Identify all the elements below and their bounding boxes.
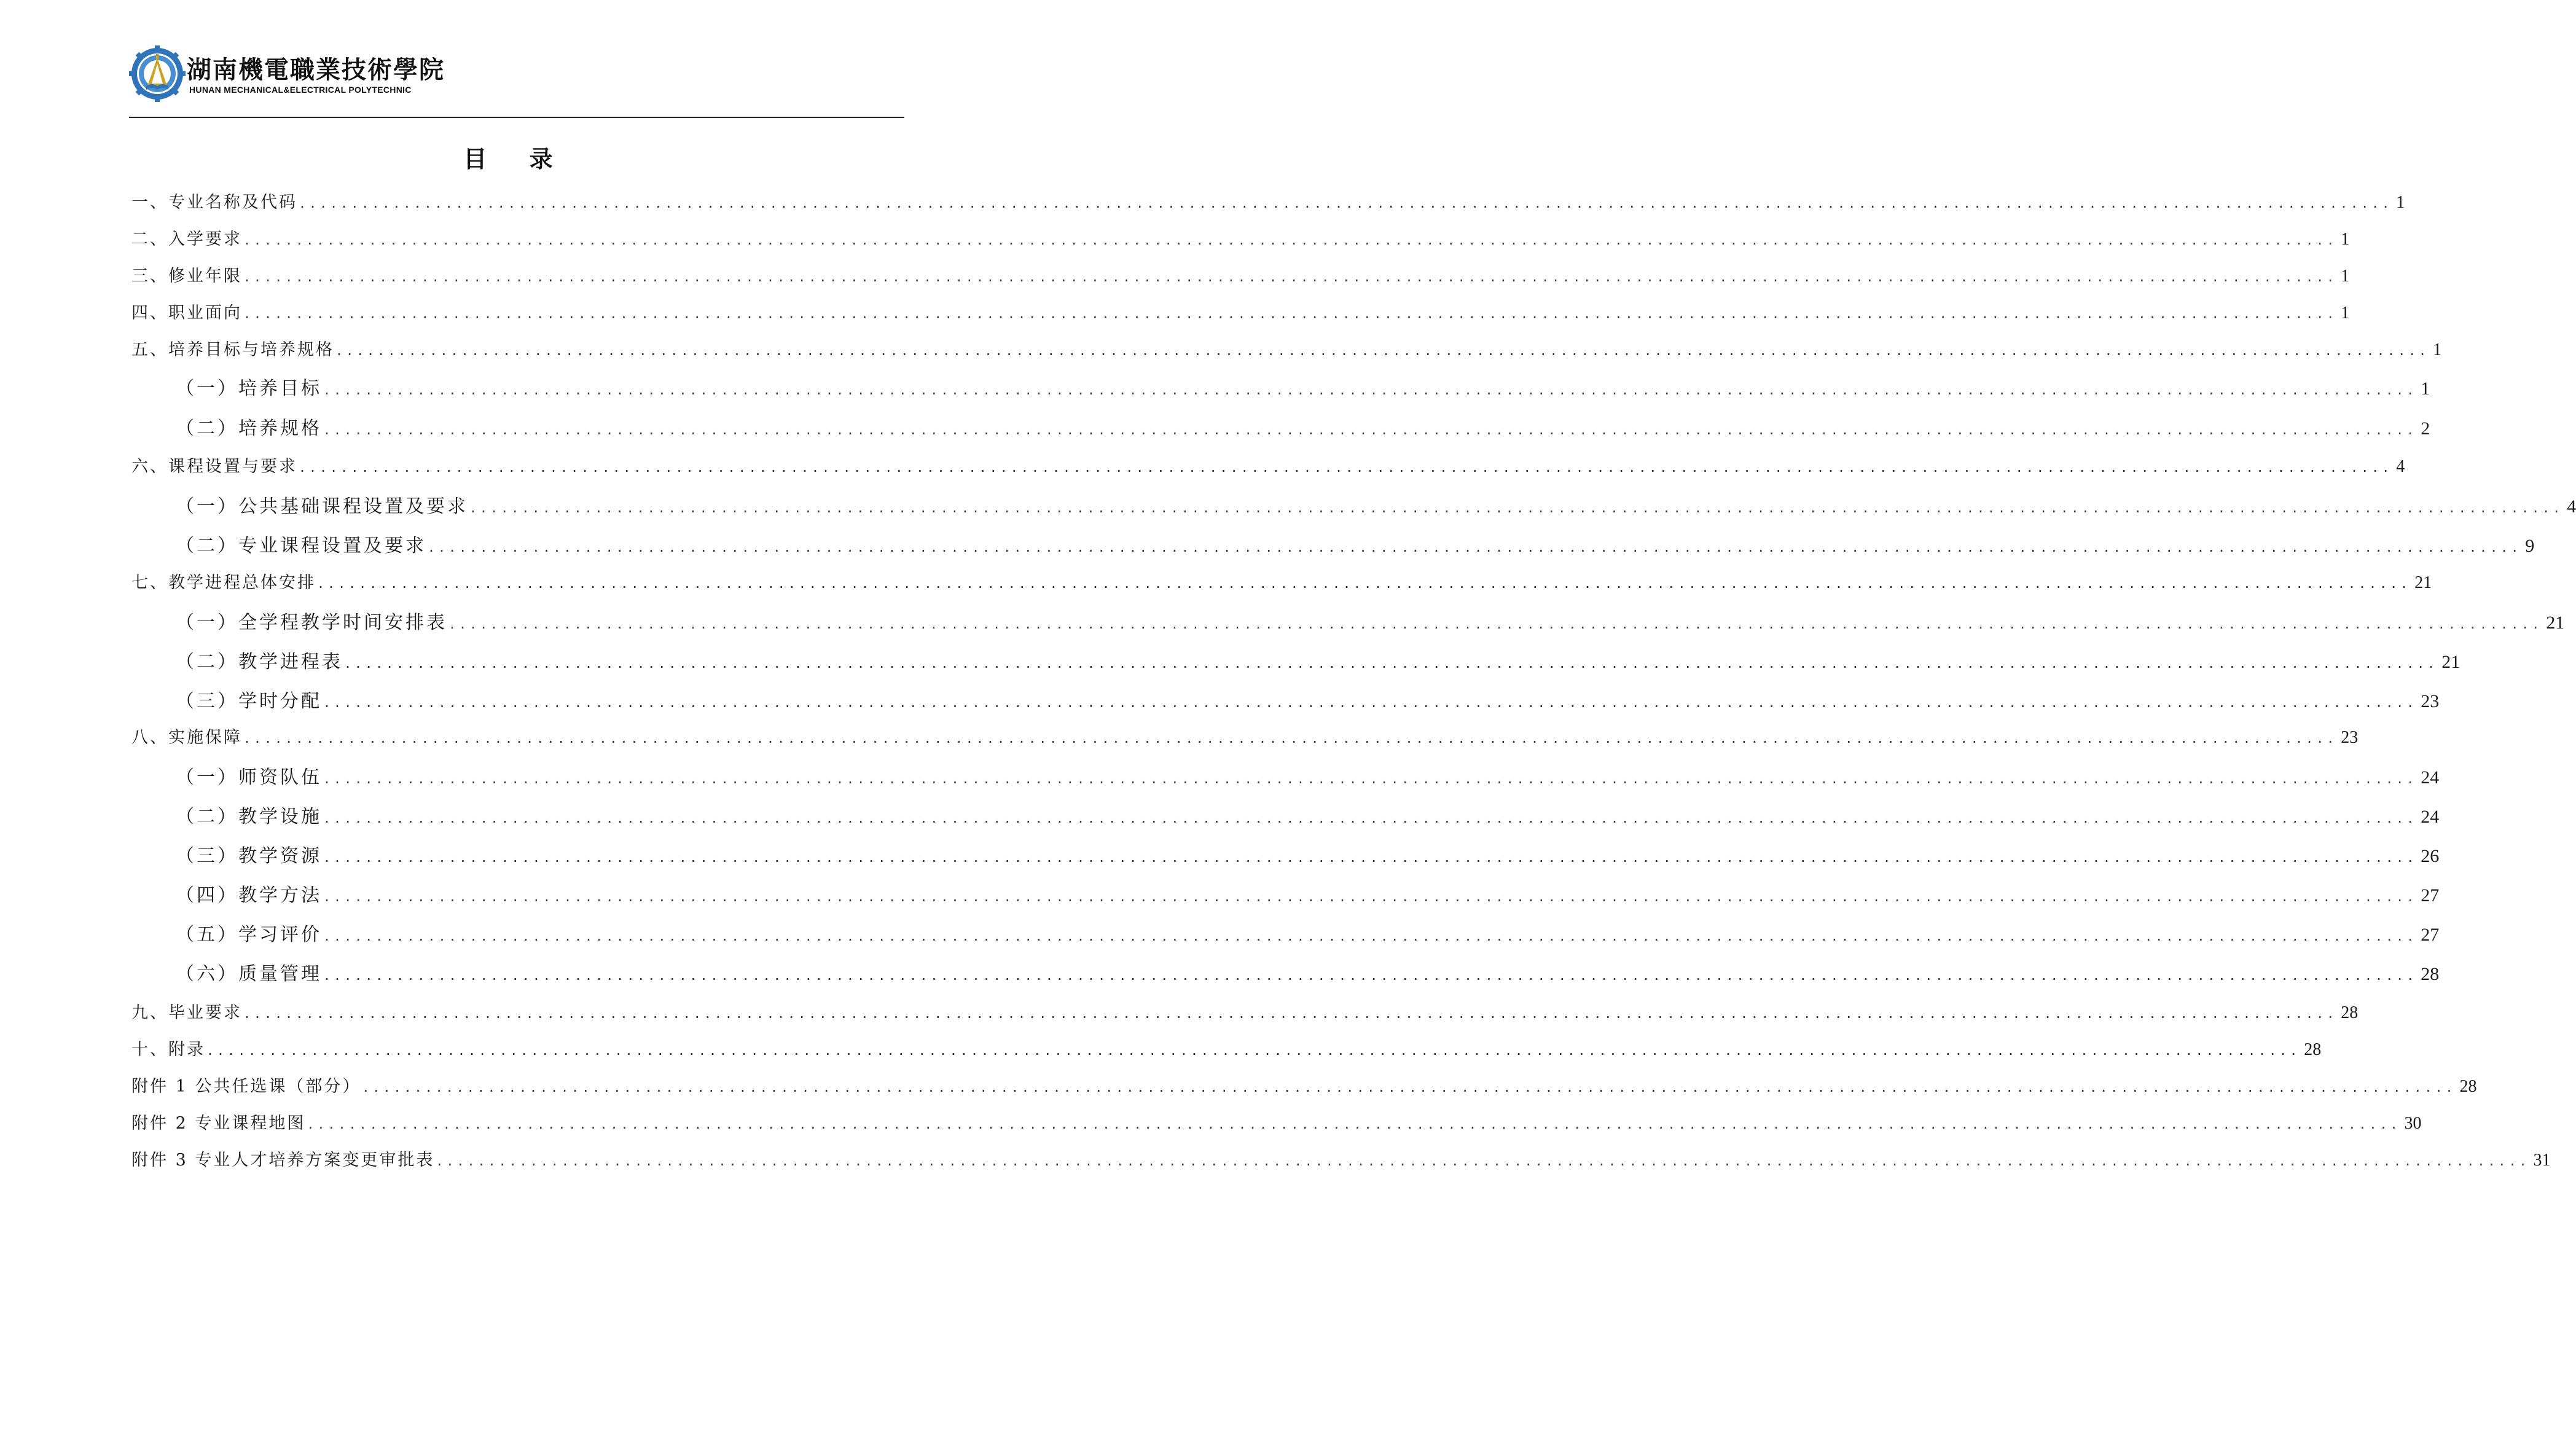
toc-entry-label: 九、毕业要求 bbox=[131, 1003, 242, 1022]
toc-entry-label: 十、附录 bbox=[131, 1040, 205, 1059]
toc-entry-label: （一）师资队伍 bbox=[176, 767, 322, 788]
toc-entry-page: 23 bbox=[2341, 728, 2359, 747]
toc-entry[interactable] bbox=[176, 919, 2440, 946]
toc-entry-label: （二）教学设施 bbox=[176, 806, 322, 828]
toc-entry-page: 4 bbox=[2567, 496, 2576, 517]
toc-entry[interactable] bbox=[176, 686, 2440, 713]
toc-entry-page: 26 bbox=[2421, 846, 2440, 866]
toc-dot-leader: ........................................................................................................................................................................................................ bbox=[243, 270, 2338, 284]
toc-entry-page: 28 bbox=[2304, 1040, 2322, 1059]
school-name-cn: 湖南機電職業技術學院 bbox=[187, 55, 445, 84]
toc-entry[interactable] bbox=[176, 880, 2440, 907]
toc-entry-page: 1 bbox=[2341, 230, 2350, 249]
toc-dot-leader: ........................................................................................................................................................................................................ bbox=[323, 383, 2417, 397]
toc-entry-page: 21 bbox=[2546, 613, 2565, 633]
toc-entry[interactable] bbox=[176, 801, 2440, 828]
toc-entry-page: 1 bbox=[2396, 193, 2405, 212]
toc-entry[interactable] bbox=[176, 607, 2565, 634]
toc-dot-leader: ........................................................................................................................................................................................................ bbox=[299, 196, 2393, 211]
toc-entry-label: 八、实施保障 bbox=[131, 728, 242, 747]
toc-entry-page: 31 bbox=[2533, 1151, 2551, 1170]
toc-entry-label: 附件 2 专业课程地图 bbox=[131, 1114, 306, 1133]
toc-entry-page: 1 bbox=[2341, 303, 2350, 323]
toc-entry[interactable] bbox=[131, 1036, 2322, 1060]
toc-dot-leader: ........................................................................................................................................................................................................ bbox=[323, 811, 2417, 826]
toc-dot-leader: ........................................................................................................................................................................................................ bbox=[243, 307, 2338, 321]
toc-entry-label: （二）培养规格 bbox=[176, 418, 322, 439]
toc-dot-leader: ........................................................................................................................................................................................................ bbox=[436, 1154, 2530, 1169]
toc-entry-label: （二）专业课程设置及要求 bbox=[176, 535, 426, 557]
toc-entry-label: （三）学时分配 bbox=[176, 691, 322, 712]
toc-entry-page: 23 bbox=[2421, 691, 2440, 711]
toc-entry-page: 1 bbox=[2433, 340, 2442, 359]
toc-entry-page: 27 bbox=[2421, 885, 2440, 906]
toc-dot-leader: ........................................................................................................................................................................................................ bbox=[299, 460, 2393, 475]
toc-entry-page: 28 bbox=[2459, 1077, 2477, 1096]
toc-dot-leader: ........................................................................................................................................................................................................ bbox=[317, 576, 2411, 591]
toc-entry-label: （一）全学程教学时间安排表 bbox=[176, 612, 447, 633]
toc-dot-leader: ........................................................................................................................................................................................................ bbox=[323, 929, 2417, 944]
toc-entry[interactable] bbox=[176, 840, 2440, 867]
toc-entry[interactable] bbox=[131, 724, 2359, 748]
toc-dot-leader: ........................................................................................................................................................................................................ bbox=[206, 1043, 2301, 1058]
toc-entry-page: 28 bbox=[2421, 964, 2440, 984]
toc-entry-page: 4 bbox=[2396, 457, 2405, 476]
toc-entry-label: 附件 3 专业人才培养方案变更审批表 bbox=[131, 1151, 435, 1170]
toc-entry[interactable] bbox=[176, 530, 2535, 557]
school-name-en: HUNAN MECHANICAL&ELECTRICAL POLYTECHNIC bbox=[189, 85, 412, 95]
toc-dot-leader: ........................................................................................................................................................................................................ bbox=[323, 850, 2417, 865]
toc-entry-page: 1 bbox=[2341, 267, 2350, 286]
toc-entry[interactable] bbox=[176, 373, 2430, 400]
toc-dot-leader: ........................................................................................................................................................................................................ bbox=[362, 1080, 2456, 1095]
toc-entry-page: 1 bbox=[2421, 378, 2430, 399]
toc-entry-page: 28 bbox=[2341, 1003, 2359, 1022]
toc-entry[interactable] bbox=[131, 262, 2350, 286]
toc-entry-page: 9 bbox=[2525, 536, 2535, 556]
toc-entry-page: 24 bbox=[2421, 807, 2440, 827]
toc-dot-leader: ........................................................................................................................................................................................................ bbox=[428, 540, 2522, 555]
toc-entry[interactable] bbox=[131, 1146, 2551, 1170]
toc-entry[interactable] bbox=[131, 1110, 2422, 1134]
toc-entry[interactable] bbox=[131, 225, 2350, 249]
toc-entry[interactable] bbox=[131, 299, 2350, 323]
toc-entry-page: 21 bbox=[2414, 573, 2432, 592]
toc-entry-label: 三、修业年限 bbox=[131, 267, 242, 286]
toc-dot-leader: ........................................................................................................................................................................................................ bbox=[243, 233, 2338, 248]
toc-entry-page: 2 bbox=[2421, 418, 2430, 439]
toc-entry[interactable] bbox=[131, 336, 2442, 360]
toc-entry[interactable] bbox=[131, 999, 2359, 1023]
toc-entry-label: （三）教学资源 bbox=[176, 845, 322, 867]
toc-dot-leader: ........................................................................................................................................................................................................ bbox=[243, 731, 2338, 746]
toc-dot-leader: ........................................................................................................................................................................................................ bbox=[323, 423, 2417, 437]
toc-dot-leader: ........................................................................................................................................................................................................ bbox=[323, 968, 2417, 983]
toc-entry-page: 27 bbox=[2421, 925, 2440, 945]
toc-dot-leader: ........................................................................................................................................................................................................ bbox=[243, 1006, 2338, 1021]
toc-entry[interactable] bbox=[176, 646, 2461, 673]
toc-entry-page: 24 bbox=[2421, 767, 2440, 788]
toc-dot-leader: ........................................................................................................................................................................................................ bbox=[335, 343, 2430, 358]
toc-dot-leader: ........................................................................................................................................................................................................ bbox=[344, 656, 2438, 671]
toc-dot-leader: ........................................................................................................................................................................................................ bbox=[448, 617, 2543, 632]
toc-dot-leader: ........................................................................................................................................................................................................ bbox=[323, 772, 2417, 786]
toc-entry[interactable] bbox=[131, 453, 2405, 477]
toc-dot-leader: ........................................................................................................................................................................................................ bbox=[469, 501, 2564, 515]
toc-entry[interactable] bbox=[176, 958, 2440, 985]
toc-dot-leader: ........................................................................................................................................................................................................ bbox=[323, 890, 2417, 904]
toc-entry-label: （五）学习评价 bbox=[176, 924, 322, 946]
toc-entry-label: 二、入学要求 bbox=[131, 230, 242, 249]
toc-entry[interactable] bbox=[131, 189, 2405, 213]
toc-entry-label: （一）培养目标 bbox=[176, 378, 322, 399]
toc-dot-leader: ........................................................................................................................................................................................................ bbox=[323, 695, 2417, 710]
toc-entry-label: 一、专业名称及代码 bbox=[131, 193, 297, 212]
toc-entry-page: 30 bbox=[2404, 1114, 2422, 1133]
toc-entry[interactable] bbox=[131, 569, 2432, 593]
toc-dot-leader: ........................................................................................................................................................................................................ bbox=[307, 1117, 2401, 1132]
toc-entry-label: （二）教学进程表 bbox=[176, 651, 343, 673]
toc-title: 目 录 bbox=[463, 146, 570, 173]
toc-entry-label: （一）公共基础课程设置及要求 bbox=[176, 496, 468, 517]
toc-entry-label: 五、培养目标与培养规格 bbox=[131, 340, 334, 359]
toc-entry-label: 四、职业面向 bbox=[131, 303, 242, 323]
toc-entry-label: （六）质量管理 bbox=[176, 963, 322, 985]
toc-entry-label: 七、教学进程总体安排 bbox=[131, 573, 316, 592]
toc-entry[interactable] bbox=[131, 1073, 2477, 1097]
toc-entry-label: （四）教学方法 bbox=[176, 885, 322, 906]
toc-entry-label: 六、课程设置与要求 bbox=[131, 457, 297, 476]
toc-entry-page: 21 bbox=[2441, 652, 2461, 672]
toc-entry[interactable] bbox=[176, 762, 2440, 789]
toc-entry-label: 附件 1 公共任选课（部分） bbox=[131, 1077, 361, 1096]
toc-entry[interactable] bbox=[176, 413, 2430, 440]
toc-entry[interactable] bbox=[176, 491, 2576, 518]
